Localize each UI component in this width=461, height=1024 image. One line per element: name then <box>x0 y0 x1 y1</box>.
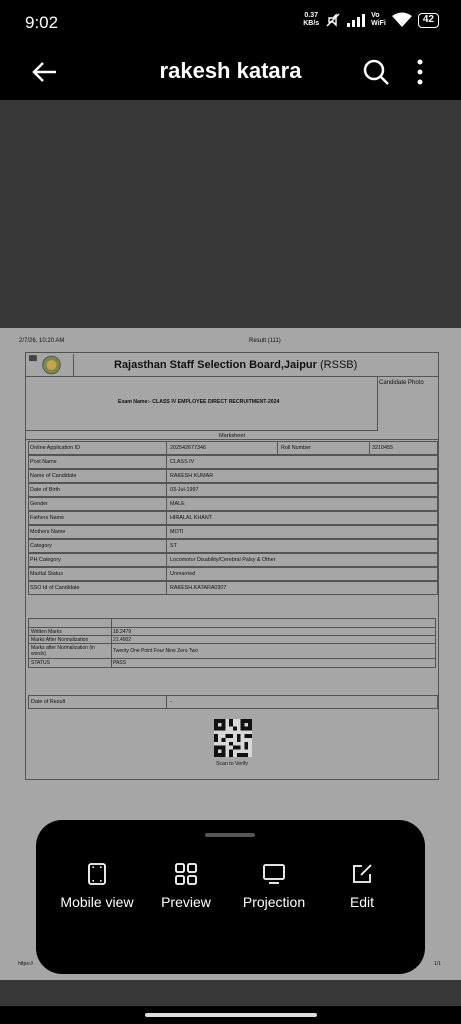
application-row: Online Application ID 202542677346 Roll Number 3210455 <box>28 441 438 455</box>
table-row: Marks After Normalization 21.4902 <box>29 636 435 644</box>
mobile-view-button[interactable]: Mobile view <box>52 862 142 910</box>
table-row: Written Marks 18.2479 <box>29 628 435 636</box>
table-row: Fathers Name HIRALAL KHANT <box>28 511 438 525</box>
search-icon[interactable] <box>360 56 392 88</box>
app-bar <box>0 44 461 100</box>
page-title: rakesh katara <box>159 58 302 83</box>
marksheet <box>25 352 439 780</box>
table-row: Post Name CLASS IV <box>28 455 438 469</box>
page-number: 1/1 <box>434 961 441 967</box>
mobile-view-icon <box>85 862 109 886</box>
exam-name: Exam Name:- CLASS IV EMPLOYEE DIRECT RECRUITMENT-2024 <box>118 399 280 405</box>
status-icons <box>303 12 439 28</box>
table-row: Mothers Name MOTI <box>28 525 438 539</box>
wifi-icon <box>392 12 412 28</box>
preview-button[interactable]: Preview <box>141 862 231 910</box>
board-name: Rajasthan Staff Selection Board,Jaipur (RSSB) <box>114 359 358 371</box>
projection-button[interactable]: Projection <box>229 862 319 910</box>
battery-indicator: 42 <box>418 13 439 28</box>
print-datetime: 2/7/26, 10:20 AM <box>19 338 65 344</box>
table-row: Name of Candidate RAKESH KUMAR <box>28 469 438 483</box>
status-time: 9:02 <box>25 13 59 32</box>
table-row: STATUS PASS <box>31 660 126 666</box>
date-of-result-row: Date of Result - <box>28 695 438 709</box>
table-row: Marital Status Unmarried <box>28 567 438 581</box>
scan-to-verify-label: Scan to Verify <box>215 761 248 767</box>
bottom-action-sheet <box>36 820 425 974</box>
table-row: Date of Birth 03-Jul-1997 <box>28 483 438 497</box>
marks-table <box>28 618 436 668</box>
footer-url: https:// <box>18 961 34 967</box>
network-speed: 0.37 KB/s <box>303 12 320 27</box>
edit-button[interactable]: Edit <box>317 862 407 910</box>
monitor-icon <box>262 862 286 886</box>
marksheet-header <box>26 353 438 377</box>
marksheet-label: Marksheet <box>26 433 438 440</box>
edit-icon <box>350 862 374 886</box>
table-row: SSO Id of Candidate RAKESH.KATARA0307 <box>28 581 438 595</box>
grid-preview-icon <box>174 862 198 886</box>
qr-code-icon <box>213 719 253 757</box>
signal-icon <box>347 13 365 27</box>
table-row <box>29 619 435 628</box>
rssb-logo-icon <box>28 354 74 376</box>
table-row: Marks after Normalization (in words) Twenty One Point Four Nine Zero Two <box>29 644 435 659</box>
status-bar <box>0 0 461 44</box>
vowifi-label: Vo WiFi <box>371 12 386 27</box>
home-gesture-bar[interactable] <box>145 1013 317 1017</box>
candidate-photo: Candidate Photo <box>379 380 424 386</box>
navigation-bar <box>0 1006 461 1024</box>
mute-icon <box>325 12 341 28</box>
table-row: PH Category Locomotor Disability/Cerebral Palsy & Other <box>28 553 438 567</box>
table-row: Category ST <box>28 539 438 553</box>
print-title: Result (111) <box>249 338 281 344</box>
exam-block <box>26 377 378 431</box>
table-row: Gender MALE <box>28 497 438 511</box>
more-vertical-icon[interactable] <box>410 56 430 88</box>
drag-handle[interactable] <box>205 833 255 837</box>
